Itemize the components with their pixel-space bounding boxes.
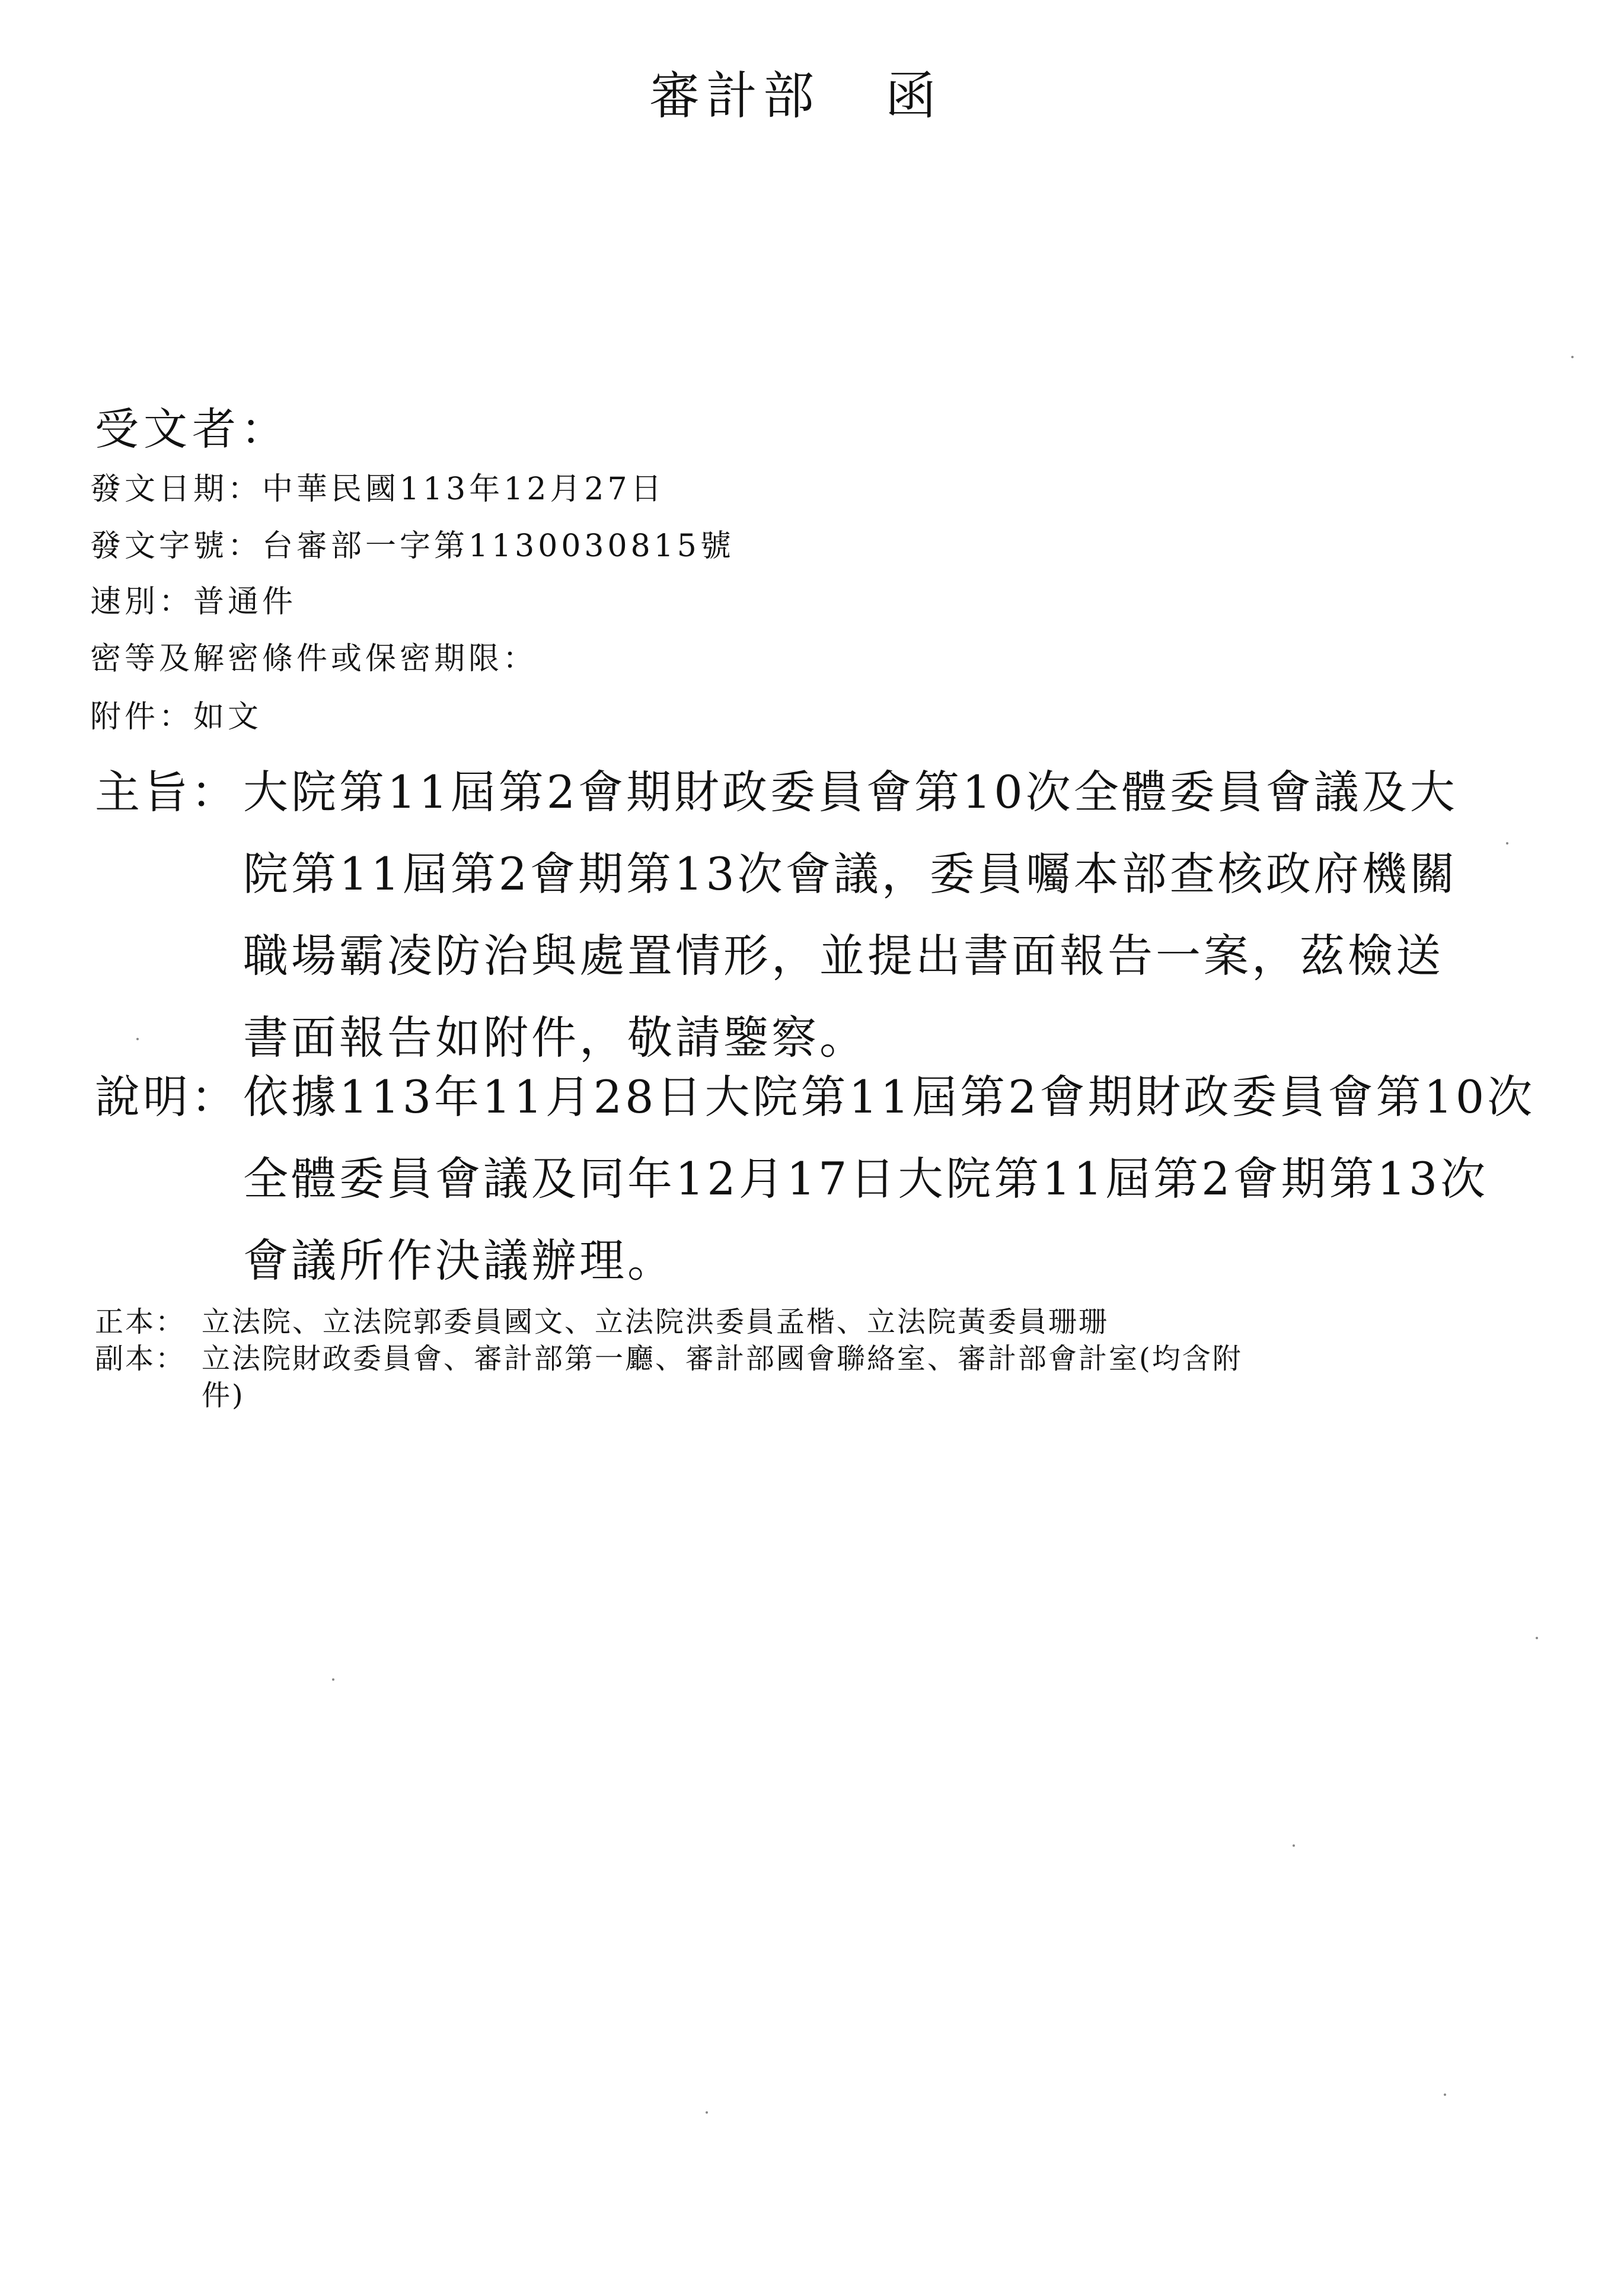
document-number: 發文字號：台審部一字第1130030815號 — [90, 528, 735, 564]
copy-list: 立法院財政委員會、審計部第一廳、審計部國會聯絡室、審計部會計室(均含附 — [202, 1342, 1243, 1375]
copy-recipients — [95, 1336, 1243, 1376]
explanation-section — [95, 1052, 1542, 1298]
document-title — [649, 55, 942, 128]
scan-speck — [1571, 356, 1574, 358]
subject-line: 大院第11屆第2會期財政委員會第10次全體委員會議及大 — [243, 765, 1458, 818]
original-label: 正本： — [95, 1305, 186, 1339]
original-recipients — [95, 1299, 1109, 1340]
subject-line: 院第11屆第2會期第13次會議，委員囑本部查核政府機關 — [243, 847, 1458, 900]
scan-speck — [1444, 2093, 1446, 2096]
subject-section — [95, 747, 1542, 1075]
scan-speck — [1536, 1637, 1538, 1639]
delivery-speed: 速別：普通件 — [90, 584, 297, 620]
recipient-label: 受文者： — [95, 404, 289, 455]
scan-speck — [706, 2111, 708, 2114]
scan-speck — [136, 1038, 139, 1040]
subject-label: 主旨： — [95, 765, 239, 818]
issuing-agency: 審計部 — [649, 66, 820, 126]
issue-date: 發文日期：中華民國113年12月27日 — [90, 471, 665, 507]
explanation-label: 說明： — [95, 1070, 239, 1123]
scan-speck — [1293, 1844, 1295, 1847]
explanation-line: 全體委員會議及同年12月17日大院第11屆第2會期第13次 — [243, 1152, 1489, 1205]
explanation-line: 會議所作決議辦理。 — [243, 1234, 675, 1287]
attachment-note: 附件：如文 — [90, 699, 263, 735]
subject-line: 書面報告如附件，敬請鑒察。 — [243, 1011, 867, 1064]
subject-line: 職場霸凌防治與處置情形，並提出書面報告一案，茲檢送 — [243, 929, 1444, 982]
scan-speck — [332, 1678, 334, 1681]
copy-label: 副本： — [95, 1342, 186, 1375]
explanation-line: 依據113年11月28日大院第11屆第2會期財政委員會第10次 — [243, 1070, 1536, 1123]
scan-speck — [1506, 842, 1508, 845]
document-type: 函 — [885, 66, 942, 126]
original-list: 立法院、立法院郭委員國文、立法院洪委員孟楷、立法院黃委員珊珊 — [202, 1305, 1109, 1339]
copy-recipients-continued: 件) — [202, 1379, 245, 1412]
secrecy-level: 密等及解密條件或保密期限： — [90, 641, 538, 677]
